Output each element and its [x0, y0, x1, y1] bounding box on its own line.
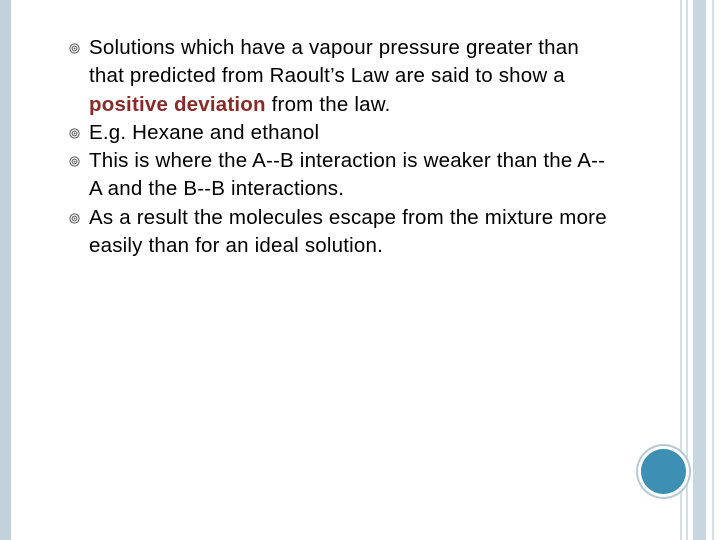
circled-dot-bullet-icon	[69, 128, 80, 139]
bullet-text: E.g. Hexane and ethanol	[89, 120, 320, 144]
accent-circle	[641, 449, 686, 494]
bullet-item	[89, 147, 609, 204]
right-frame-line	[686, 0, 688, 540]
bullet-item	[89, 119, 609, 147]
circled-dot-bullet-icon	[69, 156, 80, 167]
emphasis-text: positive deviation	[89, 92, 266, 116]
bullet-item	[89, 204, 609, 261]
left-frame-bar	[0, 0, 11, 540]
circled-dot-bullet-icon	[69, 43, 80, 54]
right-frame-band	[693, 0, 706, 540]
bullet-item	[89, 34, 609, 119]
right-frame-line	[712, 0, 714, 540]
circled-dot-bullet-icon	[69, 213, 80, 224]
bullet-text: from the law.	[265, 92, 391, 116]
slide-content	[89, 34, 609, 260]
bullet-text: Solutions which have a vapour pressure greater than that predicted from Raoult’s Law are said to show a	[89, 36, 579, 88]
bullet-text: This is where the A--B interaction is weaker than the A--A and the B--B interactions.	[89, 149, 606, 201]
bullet-text: As a result the molecules escape from the mixture more easily than for an ideal solution.	[89, 205, 607, 258]
